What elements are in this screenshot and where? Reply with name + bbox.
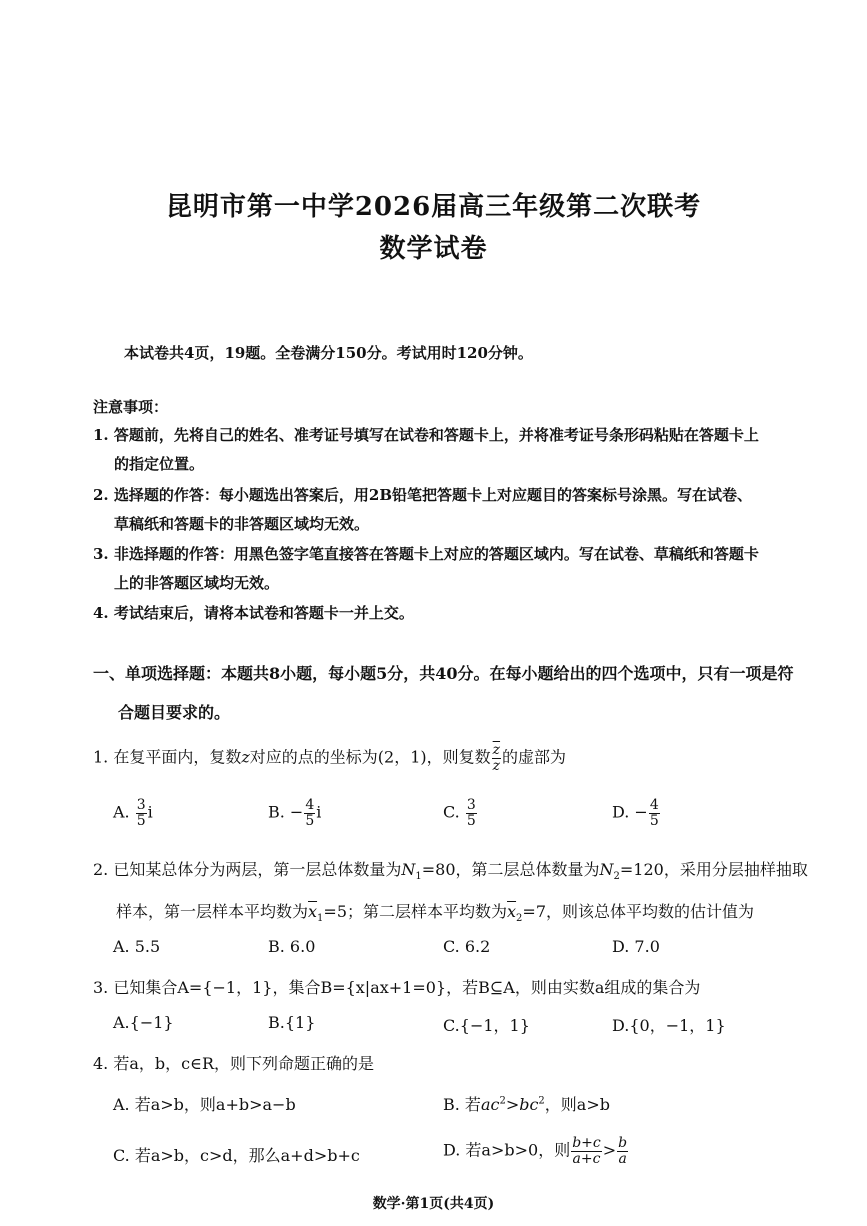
q1-option-d [612, 798, 661, 828]
q1-d-num: 4 [649, 797, 659, 813]
note-2-line1: 2. 选择题的作答：每小题选出答案后，用2B铅笔把答题卡上对应题目的答案标号涂黑。写在试卷、 [93, 486, 753, 504]
q1-b-suffix: i [316, 802, 322, 822]
q4-option-a: A. 若a>b，则a+b>a−b [113, 1095, 296, 1114]
q3-option-c: C.{−1，1} [443, 1016, 530, 1035]
note-3-line1: 3. 非选择题的作答：用黑色签字笔直接答在答题卡上对应的答题区域内。写在试卷、草稿纸和答题卡 [93, 545, 759, 563]
note-1-line1: 1. 答题前，先将自己的姓名、准考证号填写在试卷和答题卡上，并将准考证号条形码粘贴在答题卡上 [93, 426, 759, 444]
q1-text-mid: 对应的点的坐标为(2，1)，则复数 [249, 747, 491, 767]
q4-b-sup2: 2 [538, 1095, 545, 1107]
q1-a-den: 5 [136, 812, 146, 829]
q2-n2-sub: 2 [613, 871, 620, 883]
q1-c-label: C. [443, 802, 460, 822]
q4-b-sup1: 2 [499, 1095, 506, 1107]
q2-text-line2: 样本，第一层样本平均数为 [116, 902, 309, 921]
q4-option-b [443, 1092, 610, 1115]
q1-a-num: 3 [136, 797, 146, 813]
q4-option-d [443, 1136, 629, 1166]
q1-var-z: z [241, 747, 250, 767]
q1-c-num: 3 [466, 797, 476, 813]
q2-option-a: A. 5.5 [113, 937, 161, 956]
q2-eq5: =5；第二层样本平均数为 [323, 902, 508, 921]
q2-option-b: B. 6.0 [268, 937, 316, 956]
q1-a-suffix: i [147, 802, 153, 822]
q1-b-den: 5 [305, 812, 315, 829]
q2-eq7: =7，则该总体平均数的估计值为 [522, 902, 755, 921]
q2-text-pre: 2. 已知某总体分为两层，第一层总体数量为 [93, 860, 402, 879]
q1-b-num: 4 [305, 797, 315, 813]
q3-option-a: A.{−1} [113, 1013, 174, 1032]
section-heading-cont: 合题目要求的。 [118, 703, 231, 722]
q2-option-d: D. 7.0 [612, 937, 660, 956]
q1-d-label: D. − [612, 802, 648, 822]
q4-b-pre: B. 若 [443, 1095, 481, 1114]
q4-b-ac: ac [480, 1095, 500, 1114]
q1-option-b [268, 798, 321, 828]
q1-frac-den: z [492, 757, 501, 774]
q4-d-den2: a [618, 1150, 627, 1167]
q1-d-den: 5 [649, 812, 659, 829]
q2-x2: $\overline{x}$ [507, 902, 517, 921]
q4-b-post: ，则a>b [544, 1095, 610, 1114]
note-2-line2: 草稿纸和答题卡的非答题区域均无效。 [114, 515, 370, 533]
q2-n2: N [599, 860, 614, 879]
q2-x1: $\overline{x}$ [308, 902, 318, 921]
q4-b-bc: >bc [505, 1095, 539, 1114]
q2-eq120: =120，采用分层抽样抽取 [619, 860, 808, 879]
q4-d-num1: b+c [572, 1135, 601, 1151]
question-3: 3. 已知集合A={−1，1}，集合B={x|ax+1=0}，若B⊆A，则由实数a组成的集合为 [93, 978, 701, 997]
q4-d-gt: > [602, 1140, 617, 1160]
q1-c-den: 5 [466, 812, 476, 829]
q2-n1-sub: 1 [415, 871, 422, 883]
exam-subject-title: 数学试卷 [379, 234, 488, 264]
q2-eq80: =80，第二层总体数量为 [421, 860, 600, 879]
exam-title: 昆明市第一中学2026届高三年级第二次联考 [165, 192, 702, 222]
page-footer: 数学·第1页(共4页) [372, 1196, 495, 1212]
q3-option-d: D.{0，−1，1} [612, 1016, 726, 1035]
q2-x1-sub: 1 [317, 913, 324, 925]
q4-d-num2: b [618, 1135, 628, 1151]
exam-intro: 本试卷共4页，19题。全卷满分150分。考试用时120分钟。 [124, 344, 533, 362]
note-4-line1: 4. 考试结束后，请将本试卷和答题卡一并上交。 [93, 604, 414, 622]
notes-heading: 注意事项： [93, 398, 169, 416]
question-1 [93, 743, 566, 773]
q1-option-a [113, 798, 153, 828]
q2-option-c: C. 6.2 [443, 937, 491, 956]
question-2-line1 [93, 857, 808, 882]
q2-x2-sub: 2 [516, 913, 523, 925]
q1-frac-num: $\overline{z}$ [492, 742, 501, 758]
q3-option-b: B.{1} [268, 1013, 316, 1032]
note-1-line2: 的指定位置。 [114, 455, 205, 473]
q1-text-pre: 1. 在复平面内，复数 [93, 747, 242, 767]
q4-d-pre: D. 若a>b>0，则 [443, 1140, 571, 1160]
q1-fraction [492, 743, 501, 773]
question-4: 4. 若a，b，c∈R，则下列命题正确的是 [93, 1054, 374, 1073]
q1-option-c [443, 798, 478, 828]
q1-b-label: B. − [268, 802, 304, 822]
q1-text-post: 的虚部为 [502, 747, 567, 767]
section-heading: 一、单项选择题：本题共8小题，每小题5分，共40分。在每小题给出的四个选项中，只有一项是符 [93, 664, 794, 683]
q4-d-den1: a+c [572, 1150, 601, 1167]
note-3-line2: 上的非答题区域均无效。 [114, 574, 280, 592]
q4-option-c: C. 若a>b，c>d，那么a+d>b+c [113, 1146, 360, 1165]
q2-n1: N [401, 860, 416, 879]
q1-a-label: A. [113, 802, 130, 822]
question-2-line2 [116, 899, 754, 924]
